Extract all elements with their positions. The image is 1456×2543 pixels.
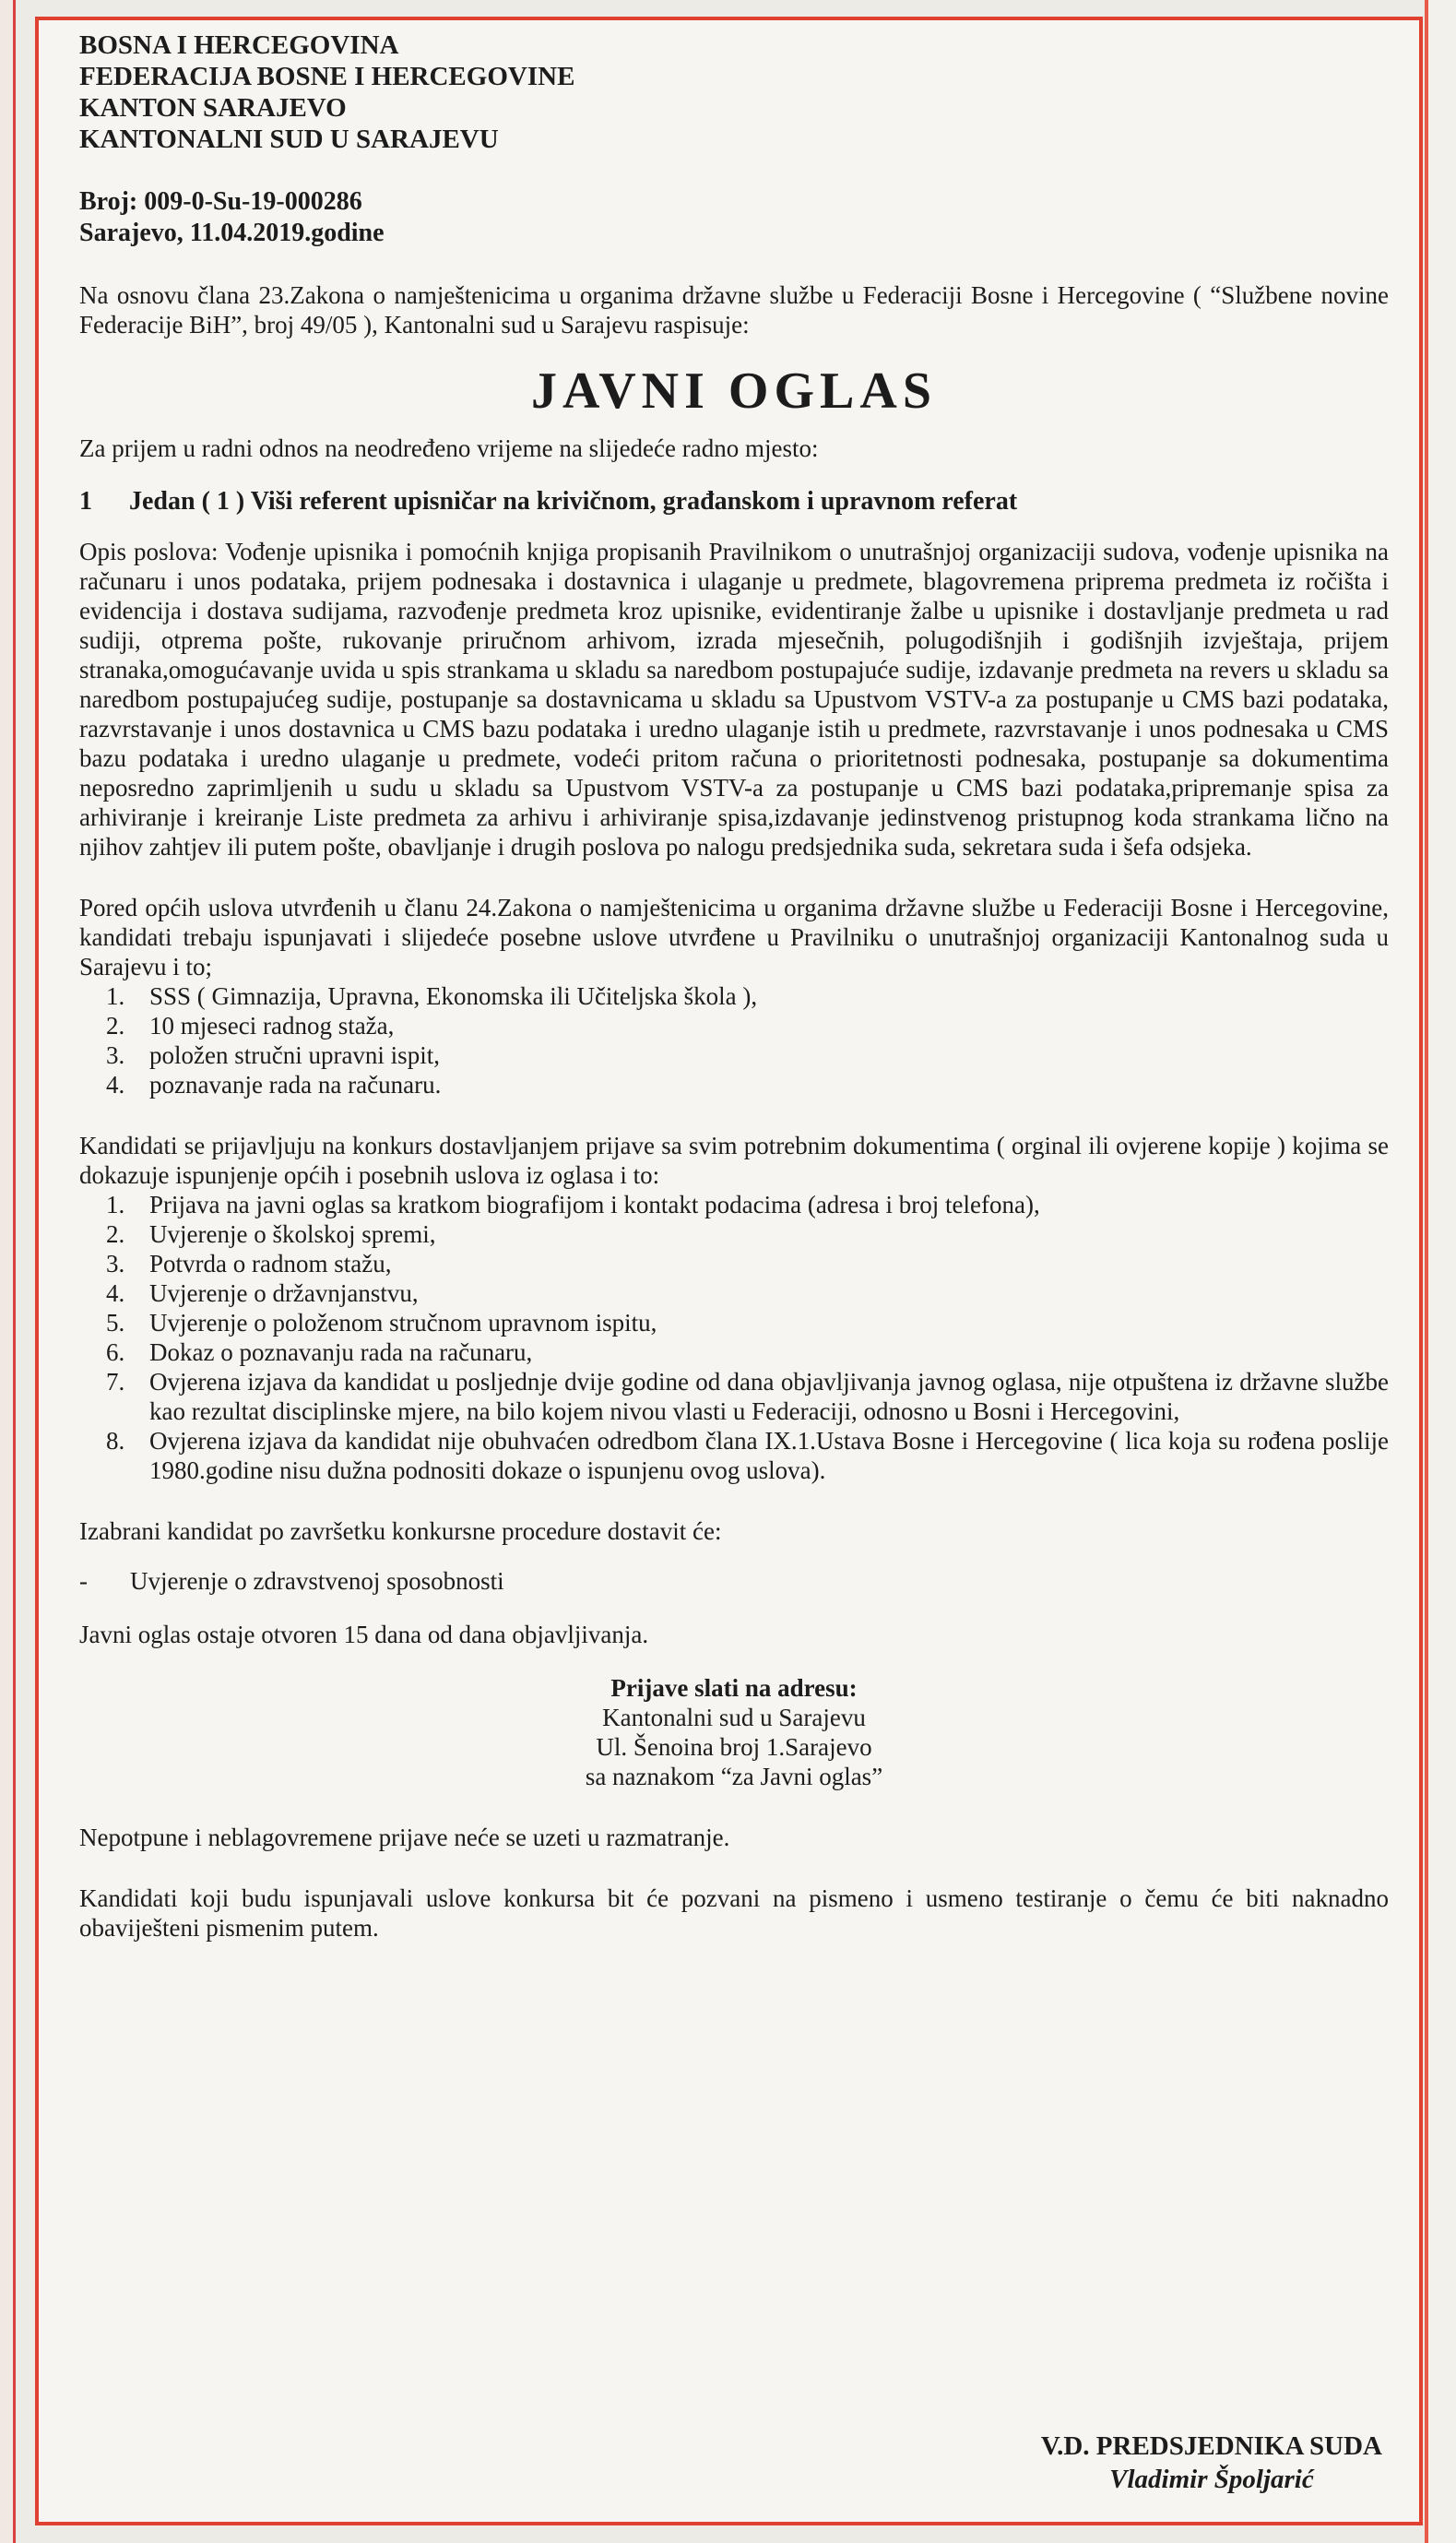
list-item: 2. 10 mjeseci radnog staža, bbox=[131, 1011, 1389, 1040]
address-title: Prijave slati na adresu: bbox=[610, 1674, 858, 1702]
position-number: 1 bbox=[79, 487, 92, 516]
list-bullet: - bbox=[79, 1567, 88, 1595]
left-page-edge bbox=[0, 0, 16, 2543]
list-item: 1. SSS ( Gimnazija, Upravna, Ekonomska ili Učiteljska škola ), bbox=[131, 981, 1389, 1011]
position-label: Jedan ( 1 ) Viši referent upisničar na krivičnom, građanskom i upravnom referat bbox=[129, 487, 1018, 516]
announcement-title: JAVNI OGLAS bbox=[531, 362, 937, 420]
document-date: Sarajevo, 11.04.2019.godine bbox=[79, 219, 385, 247]
signature-block bbox=[1041, 2430, 1382, 2496]
announcement-page bbox=[35, 17, 1423, 2525]
right-page-edge bbox=[1425, 0, 1456, 2543]
header-line-federation: FEDERACIJA BOSNE I HERCEGOVINE bbox=[79, 62, 575, 91]
signature-role: V.D. PREDSJEDNIKA SUDA bbox=[1040, 2431, 1382, 2461]
list-item: 7. Ovjerena izjava da kandidat u posljednje dvije godine od dana objavljivanja javnog oglasa, nije otpuštena iz državne službe kao rezultat disciplinske mjere, na bilo kojem nivou vlasti u Federaciji, odnosno u Bosni i Hercegovini, bbox=[131, 1367, 1389, 1426]
announcement-content bbox=[79, 30, 1389, 1943]
position-heading bbox=[79, 487, 1389, 517]
conditions-intro: Pored općih uslova utvrđenih u članu 24.Zakona o namještenicima u organima državne službe u Federaciji Bosne i Hercegovine, kandidati trebaju ispunjavati i slijedeće posebne uslove utvrđene u Pravilniku o unutrašnjoj organizaciji Kantonalnog suda u Sarajevu i to; bbox=[79, 894, 1389, 980]
header-line-canton: KANTON SARAJEVO bbox=[79, 93, 347, 123]
testing-note: Kandidati koji budu ispunjavali uslove konkursa bit će pozvani na pismeno i usmeno testiranje o čemu će biti naknadno obaviješteni pismenim putem. bbox=[79, 1884, 1389, 1942]
intro-paragraph: Na osnovu člana 23.Zakona o namještenicima u organima državne službe u Federaciji Bosne i Hercegovine ( “Službene novine Federacije BiH”, broj 49/05 ), Kantonalni sud u Sarajevu raspisuje: bbox=[79, 281, 1389, 339]
list-item: 3. položen stručni upravni ispit, bbox=[131, 1040, 1389, 1070]
list-item-text: Uvjerenje o zdravstvenoj sposobnosti bbox=[130, 1567, 504, 1595]
incomplete-applications-note: Nepotpune i neblagovremene prijave neće se uzeti u razmatranje. bbox=[79, 1824, 730, 1851]
submission-address bbox=[79, 1673, 1389, 1791]
list-item: 2. Uvjerenje o školskoj spremi, bbox=[131, 1219, 1389, 1249]
list-item: 3. Potvrda o radnom stažu, bbox=[131, 1249, 1389, 1278]
header-line-court: KANTONALNI SUD U SARAJEVU bbox=[79, 125, 499, 154]
address-line-3: sa naznakom “za Javni oglas” bbox=[585, 1763, 883, 1790]
announcement-subtitle: Za prijem u radni odnos na neodređeno vrijeme na slijedeće radno mjesto: bbox=[79, 434, 819, 462]
list-item bbox=[79, 1566, 1389, 1596]
address-line-1: Kantonalni sud u Sarajevu bbox=[602, 1704, 866, 1731]
institution-header bbox=[79, 30, 1389, 155]
list-item: 6. Dokaz o poznavanju rada na računaru, bbox=[131, 1337, 1389, 1367]
job-description: Opis poslova: Vođenje upisnika i pomoćnih knjiga propisanih Pravilnikom o unutrašnjoj organizaciji sudova, vođenje upisnika na računaru i unos podataka, prijem podnesaka i dostavnica i ulaganje u predmete, blagovremena priprema predmeta iz ročišta i evidencija i dostava sudijama, razvođenje predmeta kroz upisnike, evidentiranje žalbe u upisnike i dostavljanje predmeta u rad sudiji, otprema pošte, rukovanje priručnom arhivom, izrada mjesečnih, polugodišnjih i godišnjih izvještaja, prijem stranaka,omogućavanje uvida u spis strankama u skladu sa naredbom postupajuće sudije, izdavanje predmeta na revers u skladu sa naredbom postupajućeg sudije, postupanje sa dostavnicama u skladu sa Upustvom VSTV-a za postupanje u CMS bazi podataka, razvrstavanje i unos dostavnica u CMS bazu podataka i uredno ulaganje istih u predmete, razvrstavanje i unos podnesaka u CMS bazu podataka i uredno ulaganje u predmete, vodeći pritom računa o prioritetnosti podnesaka, postupanje sa dokumentima neposredno zaprimljenih u sudu u skladu sa Upustvom VSTV-a za postupanje u CMS bazi podataka,pripremanje spisa za arhiviranje i kreiranje Liste predmeta za arhivu i arhiviranje spisa,izdavanje jedinstvenog pristupnog koda strankama lično na njihov zahtjev ili putem pošte, obavljanje i drugih poslova po nalogu predsjednika suda, sekretara suda i šefa odsjeka. bbox=[79, 538, 1389, 861]
document-number: Broj: 009-0-Su-19-000286 bbox=[79, 187, 362, 216]
documents-list bbox=[79, 1190, 1389, 1485]
signature-name: Vladimir Špoljarić bbox=[1109, 2465, 1314, 2494]
address-line-2: Ul. Šenoina broj 1.Sarajevo bbox=[596, 1733, 872, 1761]
selected-candidate-intro: Izabrani kandidat po završetku konkursne procedure dostavit će: bbox=[79, 1517, 722, 1545]
header-line-country: BOSNA I HERCEGOVINA bbox=[79, 30, 399, 60]
list-item: 4. poznavanje rada na računaru. bbox=[131, 1070, 1389, 1099]
selected-candidate-list bbox=[79, 1566, 1389, 1596]
open-period-note: Javni oglas ostaje otvoren 15 dana od dana objavljivanja. bbox=[79, 1621, 649, 1648]
conditions-list bbox=[79, 981, 1389, 1099]
list-item: 4. Uvjerenje o državnjanstvu, bbox=[131, 1278, 1389, 1308]
list-item: 1. Prijava na javni oglas sa kratkom biografijom i kontakt podacima (adresa i broj telefona), bbox=[131, 1190, 1389, 1219]
list-item: 8. Ovjerena izjava da kandidat nije obuhvaćen odredbom člana IX.1.Ustava Bosne i Hercegovine ( lica koja su rođena poslije 1980.godine nisu dužna podnositi dokaze o ispunjenu ovog uslova). bbox=[131, 1426, 1389, 1485]
list-item: 5. Uvjerenje o položenom stručnom upravnom ispitu, bbox=[131, 1308, 1389, 1337]
documents-intro: Kandidati se prijavljuju na konkurs dostavljanjem prijave sa svim potrebnim dokumentima ( orginal ili ovjerene kopije ) kojima se dokazuje ispunjenje općih i posebnih uslova iz oglasa i to: bbox=[79, 1132, 1389, 1189]
